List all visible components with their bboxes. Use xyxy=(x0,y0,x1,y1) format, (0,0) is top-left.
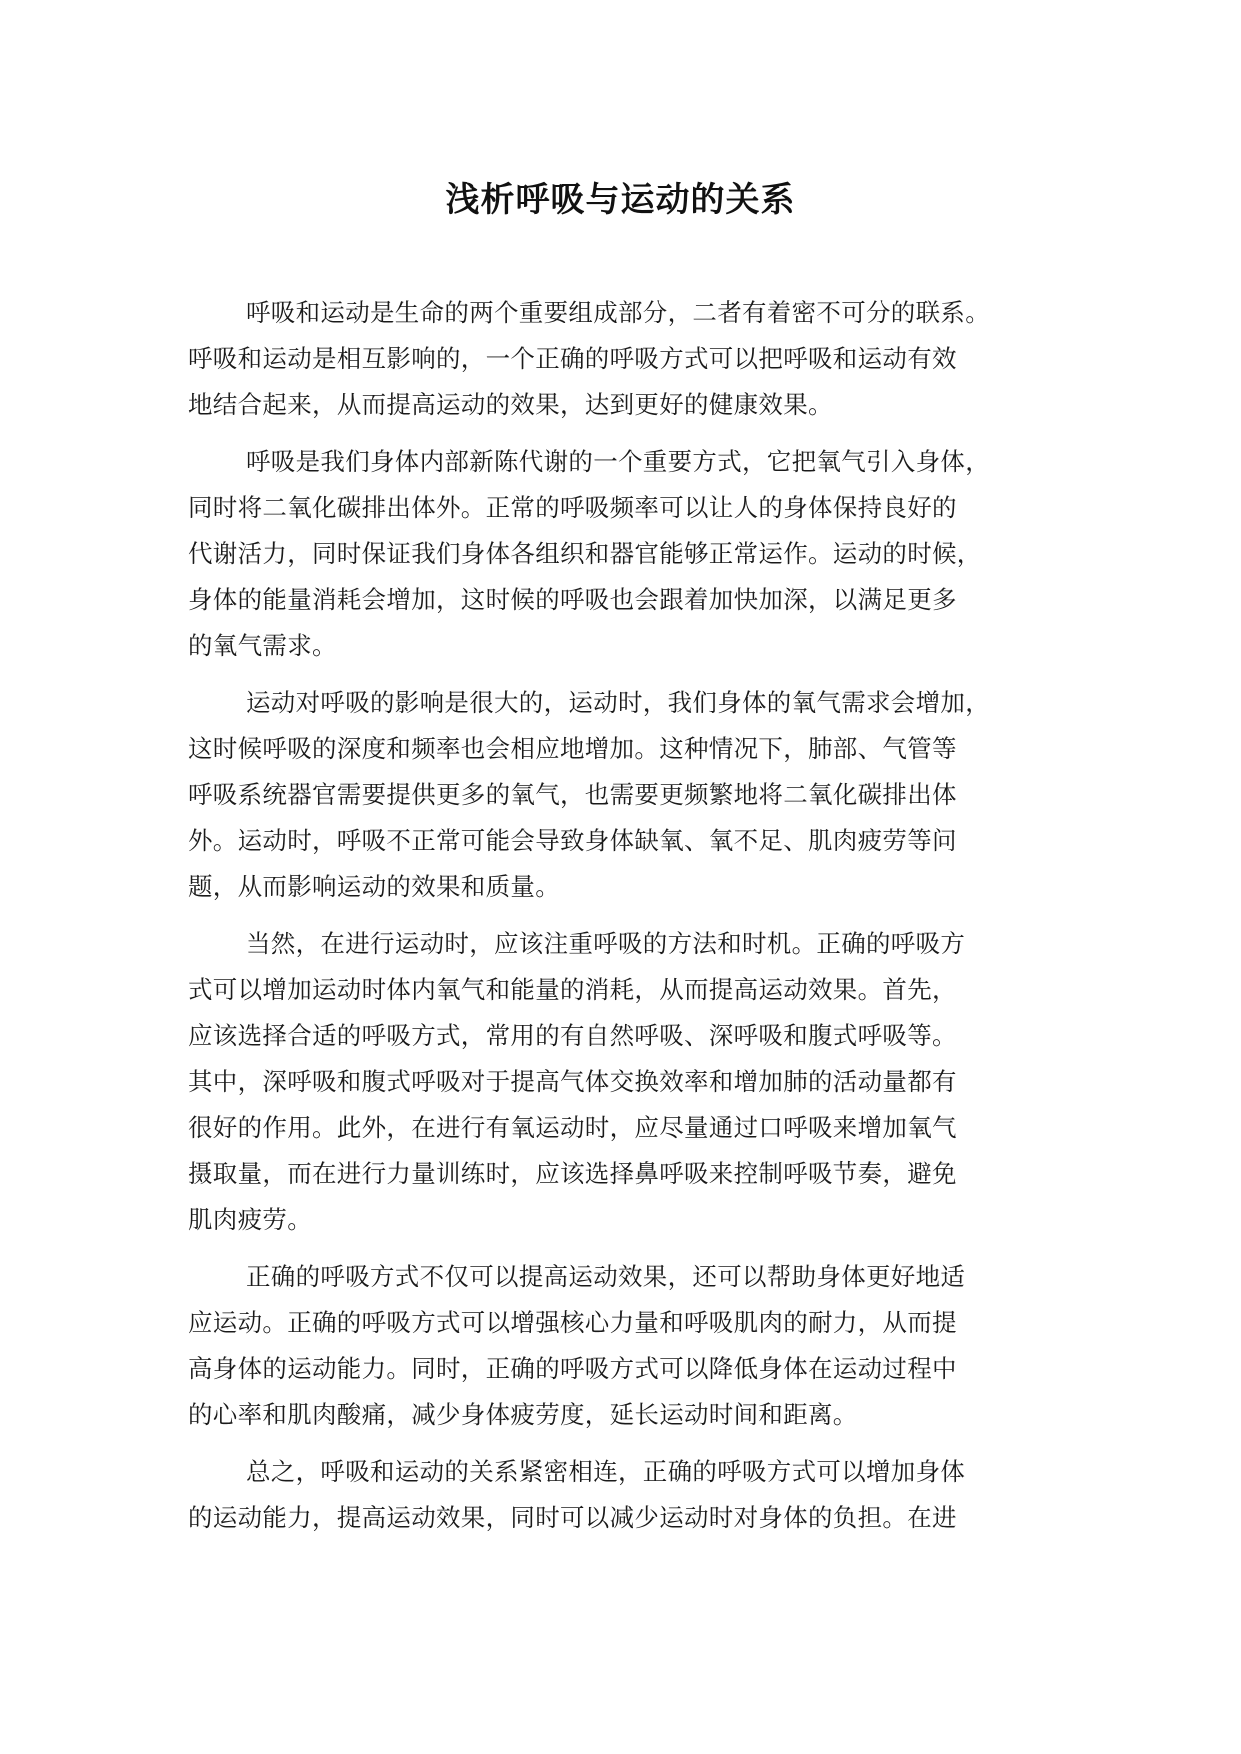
text-line: 的心率和肌肉酸痛，减少身体疲劳度，延长运动时间和距离。 xyxy=(188,1400,858,1429)
text-line: 应该选择合适的呼吸方式，常用的有自然呼吸、深呼吸和腹式呼吸等。 xyxy=(188,1021,957,1050)
text-line: 当然，在进行运动时，应该注重呼吸的方法和时机。正确的呼吸方 xyxy=(246,929,966,958)
text-line: 式可以增加运动时体内氧气和能量的消耗，从而提高运动效果。首先， xyxy=(188,975,957,1004)
text-line: 高身体的运动能力。同时，正确的呼吸方式可以降低身体在运动过程中 xyxy=(188,1354,957,1383)
text-line: 很好的作用。此外，在进行有氧运动时，应尽量通过口呼吸来增加氧气 xyxy=(188,1113,957,1142)
paragraph-4 xyxy=(188,921,1088,1243)
paragraph-3 xyxy=(188,680,1088,910)
document-title: 浅析呼吸与运动的关系 xyxy=(445,180,796,220)
text-line: 摄取量，而在进行力量训练时，应该选择鼻呼吸来控制呼吸节奏，避免 xyxy=(188,1159,957,1188)
text-line: 这时候呼吸的深度和频率也会相应地增加。这种情况下，肺部、气管等 xyxy=(188,734,957,763)
text-line: 代谢活力，同时保证我们身体各组织和器官能够正常运作。运动的时候， xyxy=(188,539,982,568)
text-line: 总之，呼吸和运动的关系紧密相连，正确的呼吸方式可以增加身体 xyxy=(246,1457,966,1486)
text-line: 应运动。正确的呼吸方式可以增强核心力量和呼吸肌肉的耐力，从而提 xyxy=(188,1308,957,1337)
text-line: 的氧气需求。 xyxy=(188,631,337,660)
text-line: 呼吸和运动是生命的两个重要组成部分，二者有着密不可分的联系。 xyxy=(246,298,990,327)
text-line: 呼吸系统器官需要提供更多的氧气，也需要更频繁地将二氧化碳排出体 xyxy=(188,780,957,809)
paragraph-2 xyxy=(188,439,1088,669)
text-line: 的运动能力，提高运动效果，同时可以减少运动时对身体的负担。在进 xyxy=(188,1503,957,1532)
paragraph-1 xyxy=(188,290,1088,428)
text-line: 其中，深呼吸和腹式呼吸对于提高气体交换效率和增加肺的活动量都有 xyxy=(188,1067,957,1096)
text-line: 地结合起来，从而提高运动的效果，达到更好的健康效果。 xyxy=(188,390,833,419)
text-line: 同时将二氧化碳排出体外。正常的呼吸频率可以让人的身体保持良好的 xyxy=(188,493,957,522)
text-line: 呼吸和运动是相互影响的，一个正确的呼吸方式可以把呼吸和运动有效 xyxy=(188,344,957,373)
text-line: 正确的呼吸方式不仅可以提高运动效果，还可以帮助身体更好地适 xyxy=(246,1262,966,1291)
text-line: 呼吸是我们身体内部新陈代谢的一个重要方式，它把氧气引入身体， xyxy=(246,447,990,476)
text-line: 运动对呼吸的影响是很大的，运动时，我们身体的氧气需求会增加， xyxy=(246,688,990,717)
paragraph-6 xyxy=(188,1449,1088,1541)
text-line: 外。运动时，呼吸不正常可能会导致身体缺氧、氧不足、肌肉疲劳等问 xyxy=(188,826,957,855)
document-body xyxy=(188,290,1088,1552)
paragraph-5 xyxy=(188,1254,1088,1438)
text-line: 身体的能量消耗会增加，这时候的呼吸也会跟着加快加深，以满足更多 xyxy=(188,585,957,614)
text-line: 肌肉疲劳。 xyxy=(188,1205,312,1234)
text-line: 题，从而影响运动的效果和质量。 xyxy=(188,872,560,901)
